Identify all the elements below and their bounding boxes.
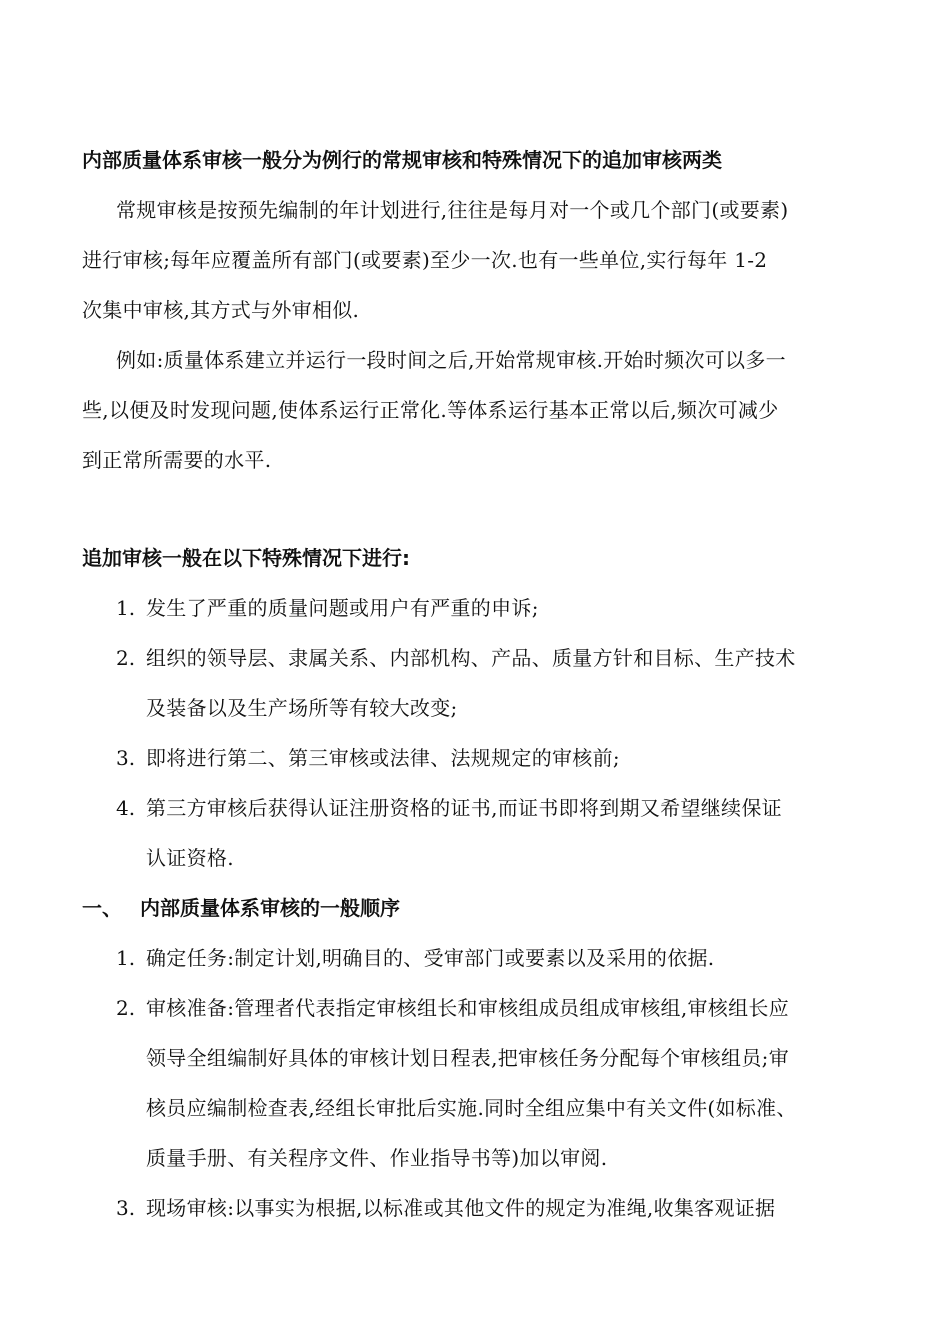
paragraph-line: 例如:质量体系建立并运行一段时间之后,开始常规审核.开始时频次可以多一 [116, 348, 786, 372]
list-item-number: 2. [116, 646, 136, 670]
list-item-text: 即将进行第二、第三审核或法律、法规规定的审核前; [146, 746, 620, 770]
list-item-text: 组织的领导层、隶属关系、内部机构、产品、质量方针和目标、生产技术 [146, 646, 796, 670]
list-item-text: 认证资格. [146, 846, 234, 870]
list-item-text: 核员应编制检查表,经组长审批后实施.同时全组应集中有关文件(如标准、 [146, 1096, 797, 1120]
paragraph-line: 次集中审核,其方式与外审相似. [82, 298, 360, 322]
list-item-text: 及装备以及生产场所等有较大改变; [146, 696, 458, 720]
list-item-number: 4. [116, 796, 136, 820]
list-item-number: 3. [116, 1196, 136, 1220]
list-item-text: 发生了严重的质量问题或用户有严重的申诉; [146, 596, 539, 620]
list-item-number: 1. [116, 596, 136, 620]
list-item-text: 质量手册、有关程序文件、作业指导书等)加以审阅. [146, 1146, 608, 1170]
list-item-text: 领导全组编制好具体的审核计划日程表,把审核任务分配每个审核组员;审 [146, 1046, 789, 1070]
paragraph-line: 到正常所需要的水平. [82, 448, 272, 472]
list-item-number: 2. [116, 996, 136, 1020]
list-item-text: 确定任务:制定计划,明确目的、受审部门或要素以及采用的依据. [146, 946, 715, 970]
list-item-text: 第三方审核后获得认证注册资格的证书,而证书即将到期又希望继续保证 [146, 796, 782, 820]
heading-audit-types: 内部质量体系审核一般分为例行的常规审核和特殊情况下的追加审核两类 [82, 148, 722, 172]
list-item-number: 3. [116, 746, 136, 770]
paragraph-line: 些,以便及时发现问题,使体系运行正常化.等体系运行基本正常以后,频次可减少 [82, 398, 779, 422]
paragraph-line: 常规审核是按预先编制的年计划进行,往往是每月对一个或几个部门(或要素) [116, 198, 789, 222]
heading-additional-audit: 追加审核一般在以下特殊情况下进行: [82, 546, 410, 570]
section-title: 内部质量体系审核的一般顺序 [140, 896, 400, 920]
list-item-text: 现场审核:以事实为根据,以标准或其他文件的规定为准绳,收集客观证据 [146, 1196, 776, 1220]
list-item-text: 审核准备:管理者代表指定审核组长和审核组成员组成审核组,审核组长应 [146, 996, 789, 1020]
list-item-number: 1. [116, 946, 136, 970]
section-number: 一、 [82, 896, 122, 920]
paragraph-line: 进行审核;每年应覆盖所有部门(或要素)至少一次.也有一些单位,实行每年 1-2 [82, 248, 768, 272]
